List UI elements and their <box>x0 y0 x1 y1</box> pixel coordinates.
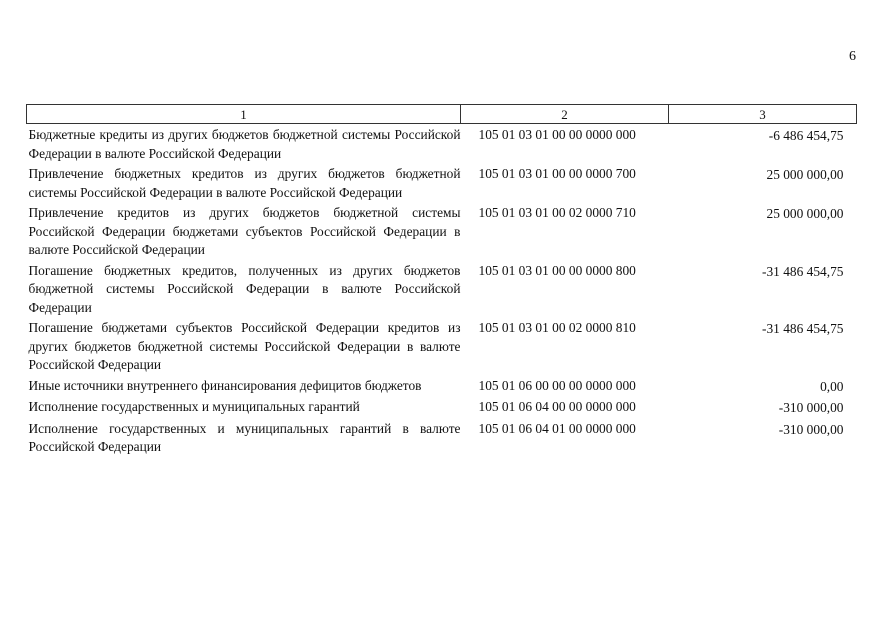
row-amount-cell <box>669 204 857 262</box>
row-name: Привлечение бюджетных кредитов из других бюджетов бюджетной системы Российской Федерации в валюте Российской Федерации <box>28 166 461 200</box>
table-row <box>27 420 857 459</box>
row-name: Бюджетные кредиты из других бюджетов бюджетной системы Российской Федерации в валюте Российской Федерации <box>28 127 461 161</box>
row-code: 105 01 03 01 00 02 0000 810 <box>478 320 636 335</box>
row-amount-cell <box>669 398 857 420</box>
row-amount: -310 000,00 <box>778 421 844 437</box>
row-amount-cell <box>669 319 857 377</box>
row-name: Привлечение кредитов из других бюджетов бюджетной системы Российской Федерации бюджетами субъектов Российской Федерации в валюте Российской Федерации <box>28 205 461 257</box>
table-row <box>27 262 857 320</box>
table-row <box>27 319 857 377</box>
row-name: Исполнение государственных и муниципальных гарантий в валюте Российской Федерации <box>28 420 461 454</box>
column-header-1: 1 <box>27 105 461 124</box>
row-name: Погашение бюджетных кредитов, полученных из других бюджетов бюджетной системы Российской Федерации в валюте Российской Федерации <box>28 262 461 315</box>
table-row <box>27 204 857 262</box>
row-code: 105 01 03 01 00 00 0000 000 <box>478 127 636 142</box>
row-amount-cell <box>669 420 857 459</box>
row-code: 105 01 06 00 00 00 0000 000 <box>478 377 636 393</box>
column-header-2: 2 <box>461 105 669 124</box>
column-header-3: 3 <box>669 105 857 124</box>
table-row <box>27 398 857 420</box>
table-row <box>27 124 857 166</box>
row-amount: -31 486 454,75 <box>762 321 844 336</box>
row-amount-cell <box>669 124 857 166</box>
row-amount-cell <box>669 377 857 399</box>
table-row <box>27 165 857 204</box>
row-amount: -31 486 454,75 <box>762 263 844 279</box>
table-row <box>27 377 857 399</box>
row-amount-cell <box>669 165 857 204</box>
row-code: 105 01 03 01 00 00 0000 700 <box>478 166 636 181</box>
row-amount: -310 000,00 <box>778 400 844 415</box>
row-amount: 0,00 <box>820 378 844 394</box>
page-number: 6 <box>849 49 856 64</box>
row-code: 105 01 06 04 01 00 0000 000 <box>478 420 636 436</box>
row-name: Исполнение государственных и муниципальных гарантий <box>28 399 360 414</box>
row-name: Иные источники внутреннего финансирования дефицитов бюджетов <box>28 377 422 393</box>
row-code: 105 01 03 01 00 02 0000 710 <box>478 205 636 220</box>
row-amount-cell <box>669 262 857 320</box>
header-row <box>27 105 857 124</box>
row-amount: 25 000 000,00 <box>766 206 844 221</box>
budget-sources-table <box>26 104 857 459</box>
table-body <box>27 124 857 459</box>
row-name: Погашение бюджетами субъектов Российской Федерации кредитов из других бюджетов бюджетной системы Российской Федерации в валюте Российской Федерации <box>28 320 461 372</box>
row-code: 105 01 06 04 00 00 0000 000 <box>478 399 636 414</box>
row-amount: 25 000 000,00 <box>766 167 844 182</box>
table-header <box>27 105 857 124</box>
row-code: 105 01 03 01 00 00 0000 800 <box>478 262 636 278</box>
row-amount: -6 486 454,75 <box>768 128 844 143</box>
